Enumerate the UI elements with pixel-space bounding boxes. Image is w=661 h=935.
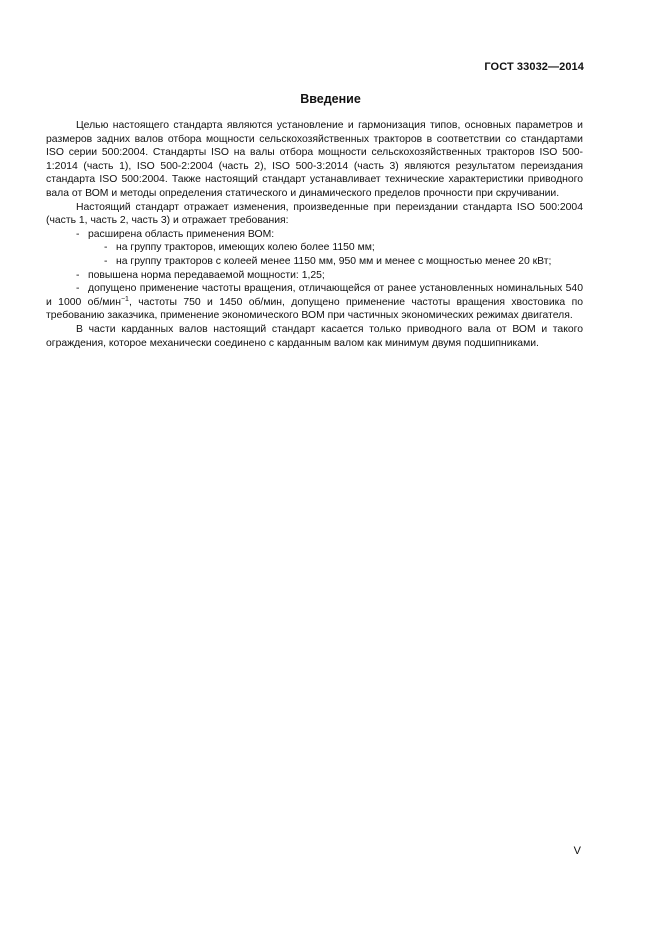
list-item-text: , частоты 750 и 1450 об/мин, допущено применение частоты вращения хвостовика по требованию заказчика, применение экономического ВОМ при частичных экономических режимах двигателя. <box>46 296 583 322</box>
dash-marker: - <box>76 269 80 281</box>
list-item-text: на группу тракторов с колеей менее 1150 мм, 950 мм и менее с мощностью менее 20 кВт; <box>116 255 552 267</box>
list-item-text: повышена норма передаваемой мощности: 1,25; <box>88 269 325 281</box>
dash-marker: - <box>76 228 80 240</box>
paragraph: В части карданных валов настоящий стандарт касается только приводного вала от ВОМ и такого ограждения, которое механически соединено с карданным валом как минимум двумя подшипниками. <box>46 323 583 349</box>
page-number: V <box>573 845 581 857</box>
list-item <box>46 282 583 323</box>
list-item-text: на группу тракторов, имеющих колею более 1150 мм; <box>116 242 375 254</box>
list-item-text: расширена область применения ВОМ: <box>88 228 275 240</box>
section-title: Введение <box>300 92 361 106</box>
dash-marker: - <box>104 242 108 254</box>
paragraph: Настоящий стандарт отражает изменения, произведенные при переиздании стандарта ISO 500:2004 (часть 1, часть 2, часть 3) и отражает требования: <box>46 201 583 227</box>
section-body <box>46 119 583 350</box>
sub-list-item <box>46 241 583 255</box>
list-item <box>46 228 583 242</box>
document-code: ГОСТ 33032—2014 <box>484 61 584 73</box>
dash-marker: - <box>76 283 80 295</box>
list-item <box>46 269 583 283</box>
sub-list-item <box>46 255 583 269</box>
paragraph: Целью настоящего стандарта являются установление и гармонизация типов, основных параметров и размеров задних валов отбора мощности сельскохозяйственных тракторов в соответствии со стандартами ISO серии 500:2004. Стандарты ISO на валы отбора мощности сельскохозяйственных тракторов ISO 500-1:2014 (часть 1), ISO 500-2:2004 (часть 2), ISO 500-3:2014 (часть 3) являются результатом переиздания стандарта ISO 500:2004. Также настоящий стандарт устанавливает технические характеристики приводного вала от ВОМ и методы определения статического и динамического пределов прочности при скручивании. <box>46 120 583 199</box>
superscript: −1 <box>120 295 129 303</box>
list-item-text: допущено применение частоты вращения, отличающейся от ранее установленных номинальных 540 и 1000 об/мин <box>46 283 583 308</box>
dash-marker: - <box>104 255 108 267</box>
